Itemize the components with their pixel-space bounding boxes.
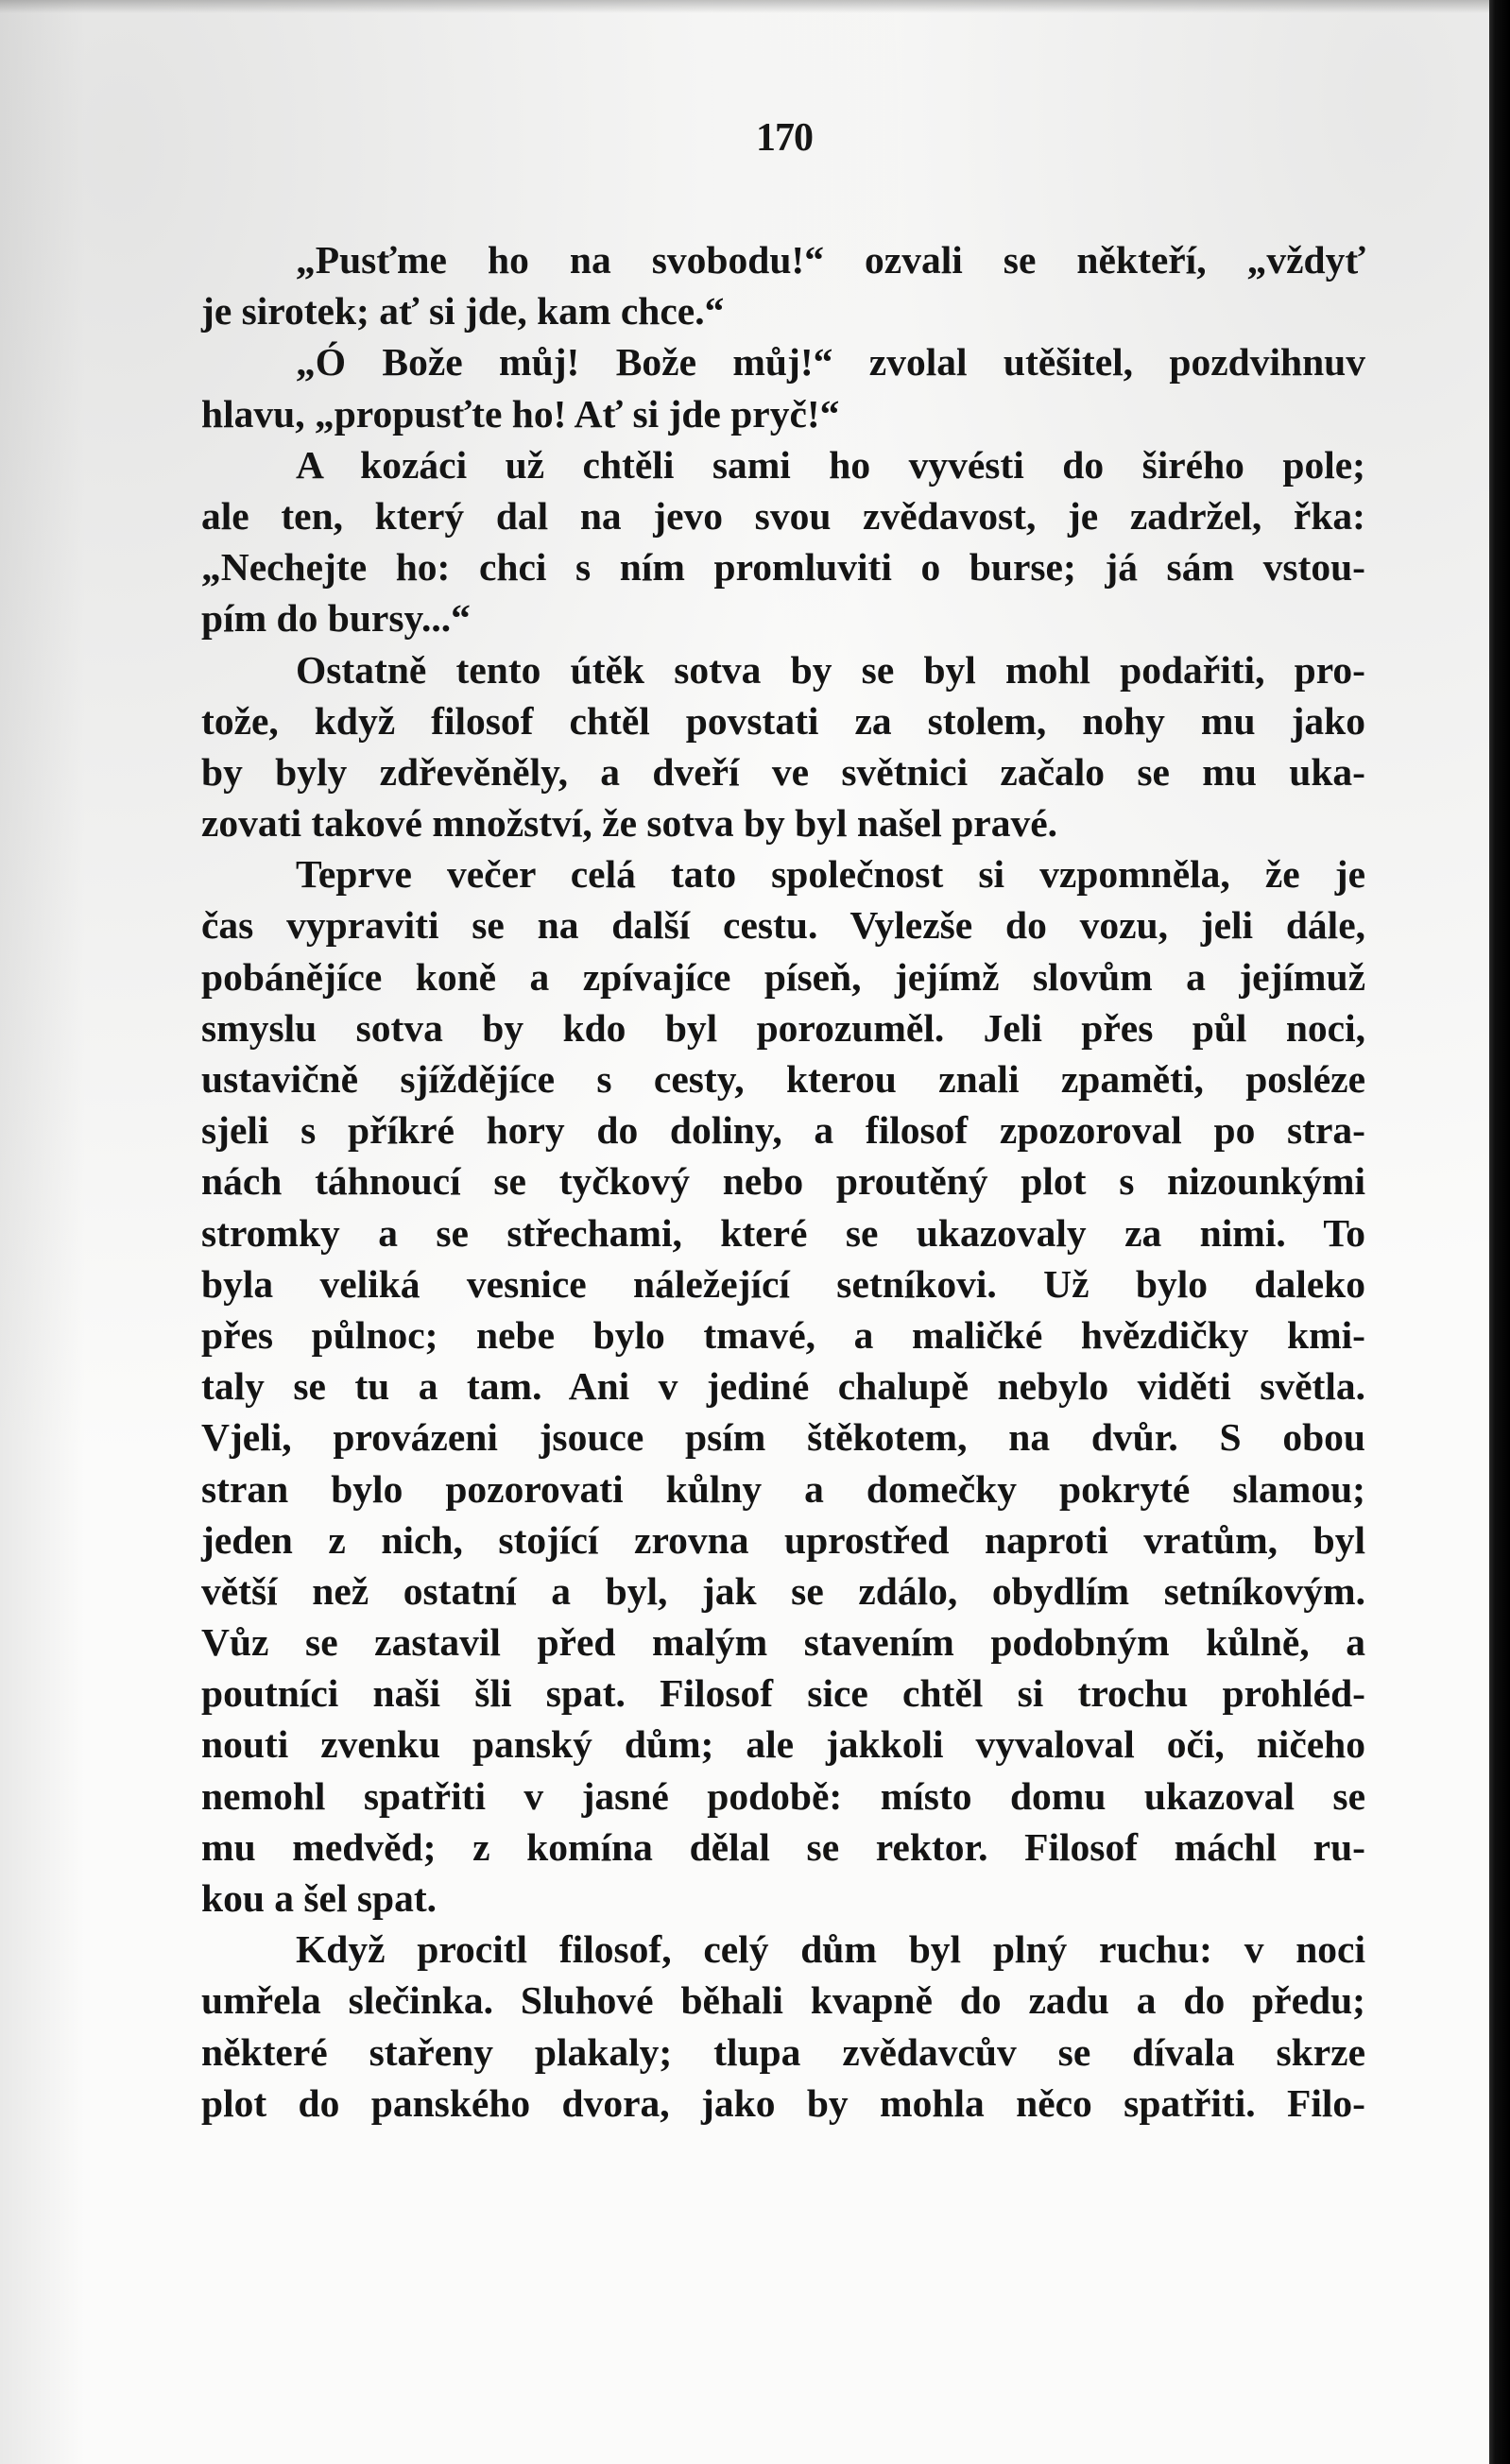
text-line: tože, když filosof chtěl povstati za stolem, nohy mu jako — [201, 698, 1365, 743]
text-line: ustavičně sjíždějíce s cesty, kterou znali zpaměti, posléze — [201, 1057, 1365, 1101]
page-number: 170 — [756, 116, 813, 160]
text-line: větší než ostatní a byl, jak se zdálo, obydlím setníkovým. — [201, 1568, 1365, 1613]
page-top-shadow — [0, 0, 1510, 13]
text-line: pím do bursy...“ — [201, 596, 471, 641]
text-line: by byly zdřevěněly, a dveří ve světnici začalo se mu uka- — [201, 749, 1365, 794]
text-line: Ostatně tento útěk sotva by se byl mohl podařiti, pro- — [296, 647, 1365, 692]
text-line: přes půlnoc; nebe bylo tmavé, a maličké hvězdičky kmi- — [201, 1312, 1365, 1357]
text-line: stran bylo pozorovati kůlny a domečky pokryté slamou; — [201, 1466, 1365, 1511]
text-line: je sirotek; ať si jde, kam chce.“ — [201, 289, 725, 334]
text-line: sjeli s příkré hory do doliny, a filosof zpozoroval po stra- — [201, 1108, 1365, 1153]
text-line: „Ó Bože můj! Bože můj!“ zvolal utěšitel, pozdvihnuv — [296, 340, 1365, 385]
page-right-edge — [1489, 0, 1510, 2464]
text-line: „Nechejte ho: chci s ním promluviti o burse; já sám vstou- — [201, 545, 1365, 590]
text-line: byla veliká vesnice náležející setníkovi. Už bylo daleko — [201, 1261, 1365, 1306]
text-line: A kozáci už chtěli sami ho vyvésti do širého pole; — [296, 442, 1365, 487]
text-line: ale ten, který dal na jevo svou zvědavost, je zadržel, řka: — [201, 493, 1365, 538]
text-line: Vůz se zastavil před malým stavením podobným kůlně, a — [201, 1620, 1365, 1665]
text-line: „Pusťme ho na svobodu!“ ozvali se někteří, „vždyť — [296, 238, 1365, 282]
text-line: smyslu sotva by kdo byl porozuměl. Jeli přes půl noci, — [201, 1005, 1365, 1050]
text-line: nouti zvenku panský dům; ale jakkoli vyvaloval oči, ničeho — [201, 1722, 1365, 1767]
text-line: některé stařeny plakaly; tlupa zvědavcův se dívala skrze — [201, 2029, 1365, 2074]
text-line: zovati takové množství, že sotva by byl našel pravé. — [201, 801, 1058, 846]
text-line: jeden z nich, stojící zrovna uprostřed naproti vratům, byl — [201, 1517, 1365, 1562]
text-line: poutníci naši šli spat. Filosof sice chtěl si trochu prohléd- — [201, 1671, 1365, 1716]
text-line: Vjeli, provázeni jsouce psím štěkotem, na dvůr. S obou — [201, 1415, 1365, 1460]
text-line: umřela slečinka. Sluhové běhali kvapně do zadu a do předu; — [201, 1978, 1365, 2023]
text-line: stromky a se střechami, které se ukazovaly za nimi. To — [201, 1210, 1365, 1255]
text-line: plot do panského dvora, jako by mohla něco spatřiti. Filo- — [201, 2080, 1365, 2125]
body-text — [201, 234, 1365, 2129]
text-line: Když procitl filosof, celý dům byl plný ruchu: v noci — [296, 1927, 1365, 1972]
text-line: nemohl spatřiti v jasné podobě: místo domu ukazoval se — [201, 1773, 1365, 1818]
text-line: hlavu, „propusťte ho! Ať si jde pryč!“ — [201, 391, 840, 436]
text-line: pobánějíce koně a zpívajíce píseň, jejímž slovům a jejímuž — [201, 954, 1365, 999]
text-line: čas vypraviti se na další cestu. Vylezše do vozu, jeli dále, — [201, 903, 1365, 948]
text-line: taly se tu a tam. Ani v jediné chalupě nebylo viděti světla. — [201, 1364, 1365, 1409]
text-line: Teprve večer celá tato společnost si vzpomněla, že je — [296, 852, 1365, 897]
text-line: kou a šel spat. — [201, 1876, 438, 1920]
text-line: nách táhnoucí se tyčkový nebo proutěný plot s nizounkými — [201, 1159, 1365, 1204]
text-line: mu medvěd; z komína dělal se rektor. Filosof máchl ru- — [201, 1824, 1365, 1869]
